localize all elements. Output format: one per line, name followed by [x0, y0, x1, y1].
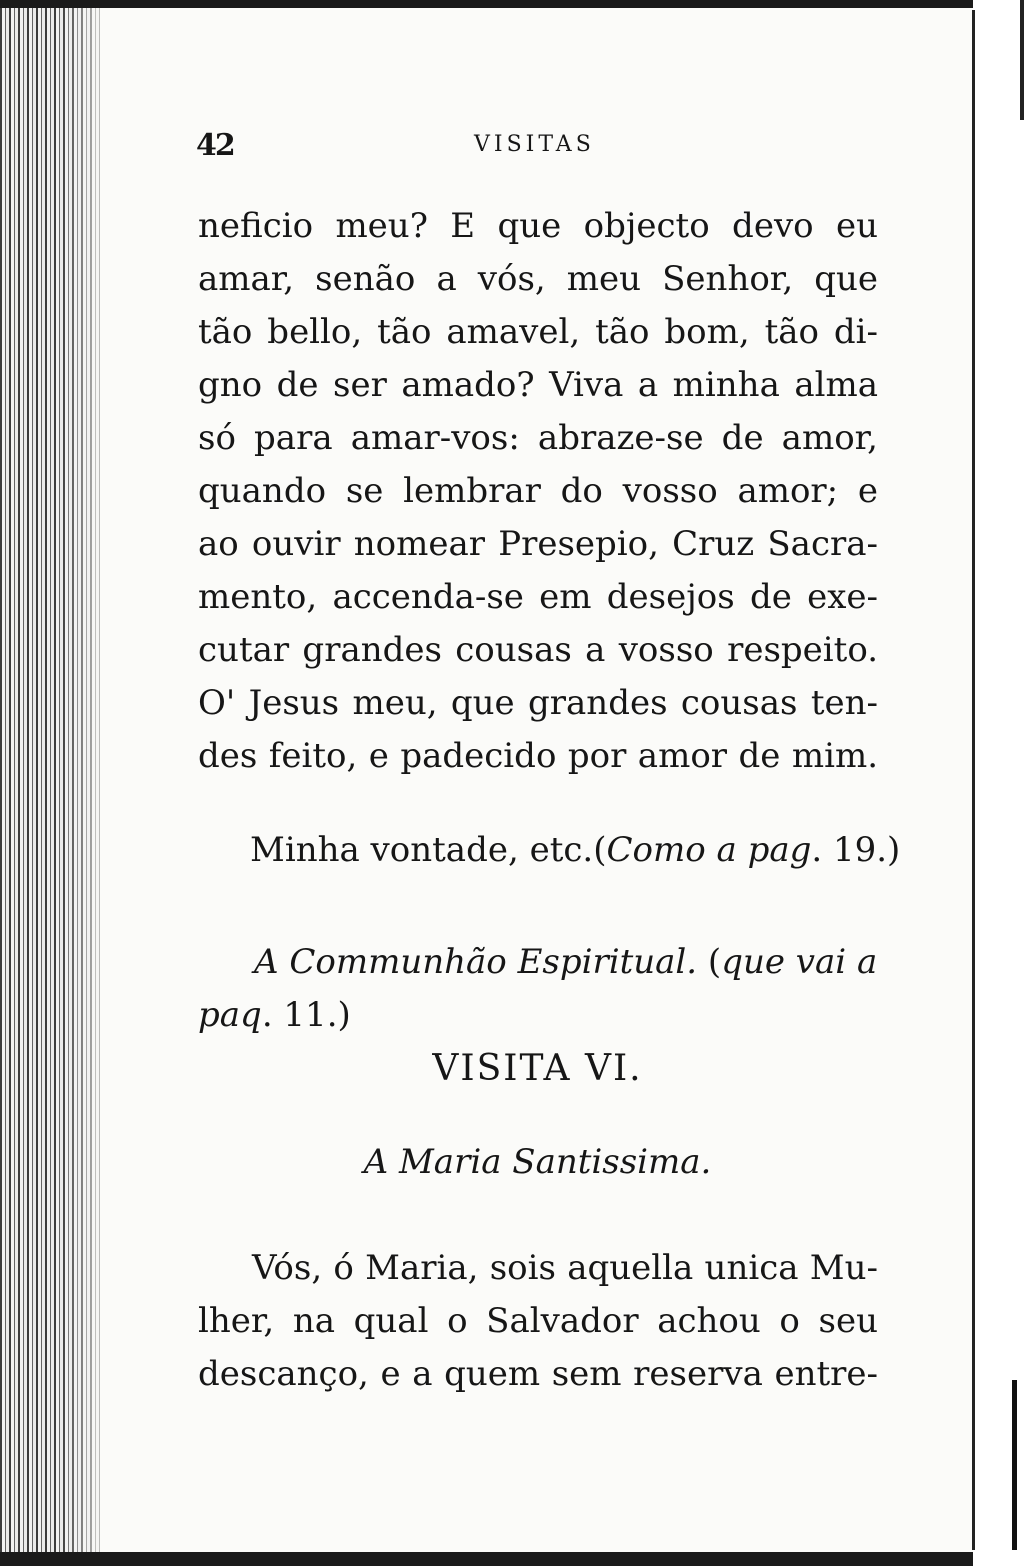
text-line: neficio meu? E que objecto devo eu: [198, 206, 878, 246]
top-edge: [0, 0, 1035, 8]
page-edge-mark-bottom: [1012, 1380, 1017, 1550]
communion-ref-open: (: [697, 942, 722, 982]
communion-page-abbrev: paq: [198, 995, 262, 1035]
text-line: quando se lembrar do vosso amor; e: [198, 471, 878, 511]
visit-heading: VISITA VI.: [432, 1048, 643, 1089]
communion-reference: [198, 936, 878, 1042]
right-margin: [973, 0, 1035, 1566]
text-line: lher, na qual o Salvador achou o seu: [198, 1301, 878, 1341]
rubric-ref-open: (: [593, 830, 607, 870]
text-line: O' Jesus meu, que grandes cousas ten-: [198, 683, 878, 723]
text-line: tão bello, tão amavel, tão bom, tão di-: [198, 312, 878, 352]
communion-line-1: [198, 936, 878, 989]
paragraph-2: [198, 1242, 878, 1401]
text-line: Vós, ó Maria, sois aquella unica Mu-: [252, 1248, 878, 1288]
communion-title: A Communhão Espiritual.: [254, 942, 698, 982]
communion-ref-italic: que vai a: [721, 942, 878, 982]
page-header: [196, 128, 886, 168]
text-line: cutar grandes cousas a vosso respeito.: [198, 630, 878, 670]
running-head: VISITAS: [474, 132, 595, 157]
communion-page-number: . 11.): [261, 995, 351, 1035]
text-line: gno de ser amado? Viva a minha alma: [198, 365, 878, 405]
communion-line-2: [198, 989, 878, 1042]
rubric-ref-number: . 19.): [811, 830, 901, 870]
page-number: 42: [196, 128, 234, 163]
rubric-text: Minha vontade, etc.: [250, 830, 594, 870]
spine-fade: [60, 0, 120, 1566]
text-line: ao ouvir nomear Presepio, Cruz Sacra-: [198, 524, 878, 564]
paragraph-1: [198, 200, 878, 783]
rubric-prayer-reference: [250, 830, 900, 870]
visit-subtitle: A Maria Santissima.: [363, 1142, 712, 1182]
page-edge-mark-top: [1020, 0, 1024, 120]
bottom-edge: [0, 1552, 1035, 1566]
text-line: amar, senão a vós, meu Senhor, que: [198, 259, 878, 299]
rubric-ref-italic: Como a pag: [606, 830, 812, 870]
page-edge-line: [972, 10, 975, 1550]
text-line: só para amar-vos: abraze-se de amor,: [198, 418, 878, 458]
text-line: des feito, e padecido por amor de mim.: [198, 736, 878, 776]
text-line: mento, accenda-se em desejos de exe-: [198, 577, 878, 617]
text-line: descanço, e a quem sem reserva entre-: [198, 1354, 878, 1394]
